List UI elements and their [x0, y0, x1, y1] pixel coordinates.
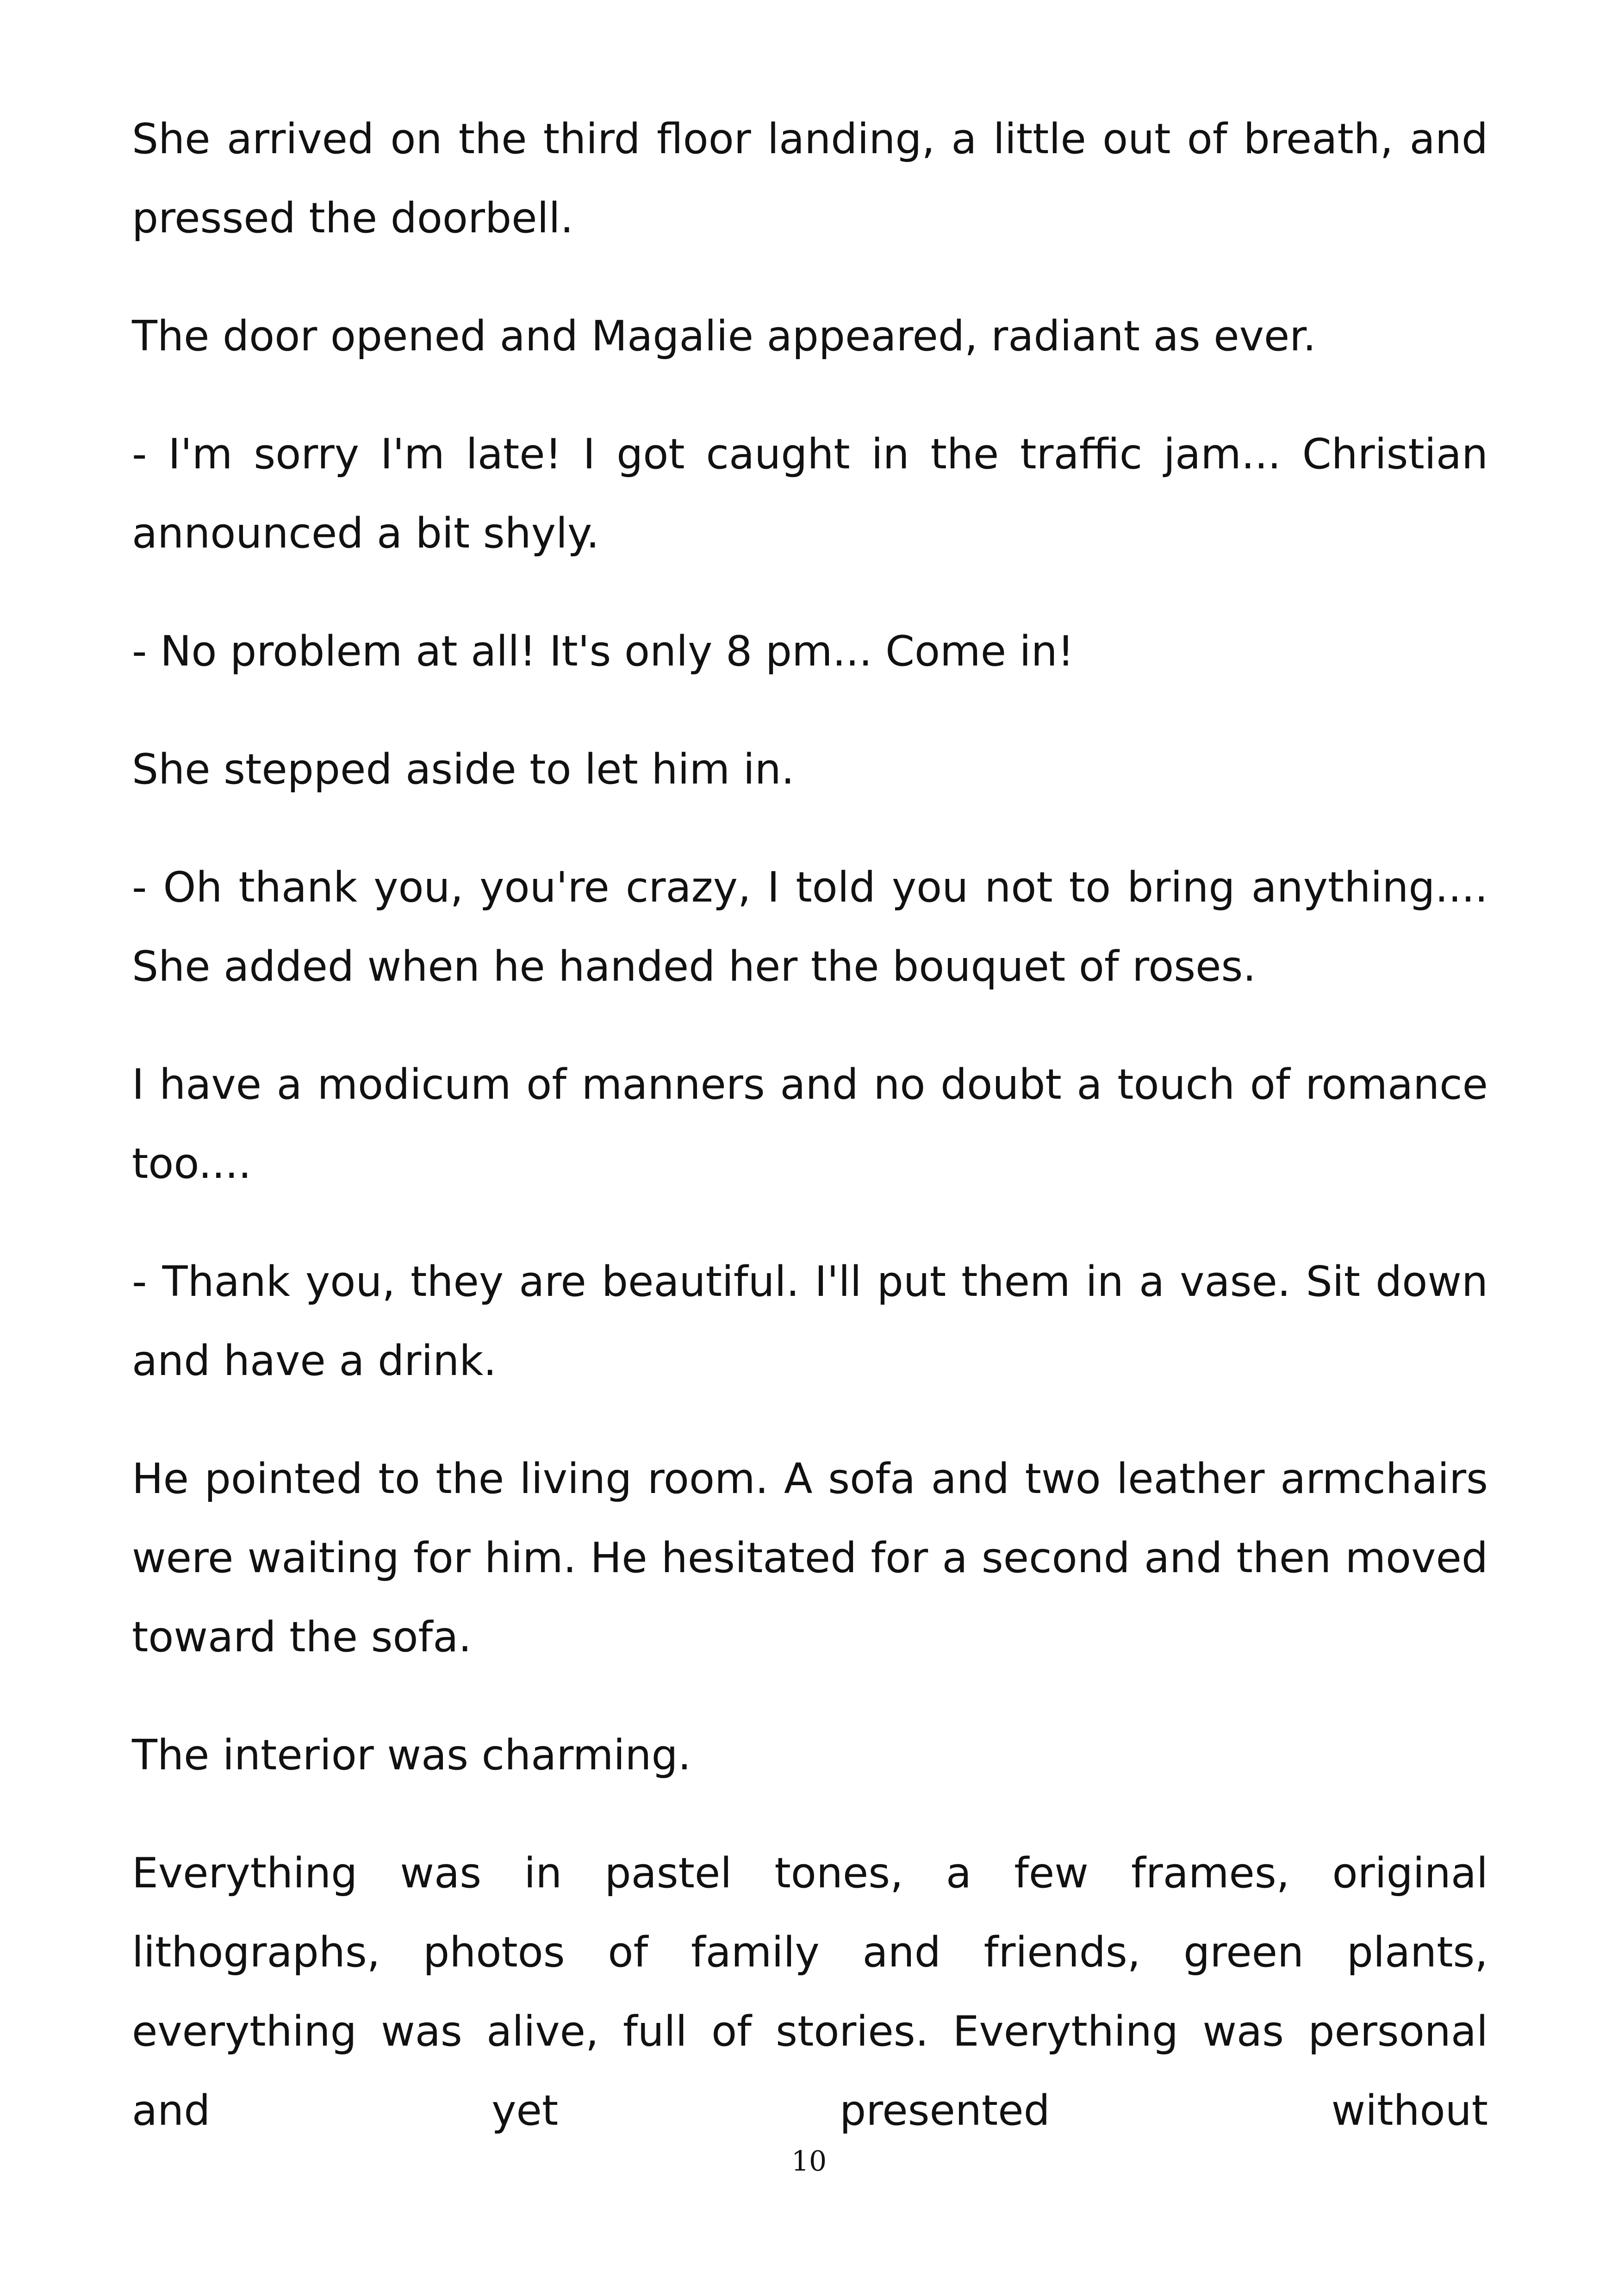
paragraph: She stepped aside to let him in. — [132, 745, 795, 794]
paragraph: - Thank you, they are beautiful. I'll put them in a vase. Sit down and have a drink. — [132, 1257, 1488, 1385]
paragraph: - Oh thank you, you're crazy, I told you not to bring anything.... She added when he handed her the bouquet of roses. — [132, 863, 1488, 991]
page-number: 10 — [791, 2145, 827, 2178]
paragraph: - No problem at all! It's only 8 pm... Come in! — [132, 627, 1074, 676]
paragraph: I have a modicum of manners and no doubt a touch of romance too.... — [132, 1060, 1488, 1188]
paragraph: She arrived on the third floor landing, a little out of breath, and pressed the doorbell. — [132, 115, 1488, 243]
paragraph: The interior was charming. — [132, 1731, 691, 1780]
paragraph: Everything was in pastel tones, a few frames, original lithographs, photos of family and friends, green plants, everything was alive, full of stories. Everything was personal and yet presented without — [132, 1849, 1488, 2135]
body-text — [132, 100, 1488, 2150]
paragraph: He pointed to the living room. A sofa and two leather armchairs were waiting for him. He hesitated for a second and then moved toward the sofa. — [132, 1455, 1488, 1661]
paragraph: The door opened and Magalie appeared, radiant as ever. — [132, 312, 1316, 361]
paragraph: - I'm sorry I'm late! I got caught in the traffic jam... Christian announced a bit shyly. — [132, 430, 1488, 558]
